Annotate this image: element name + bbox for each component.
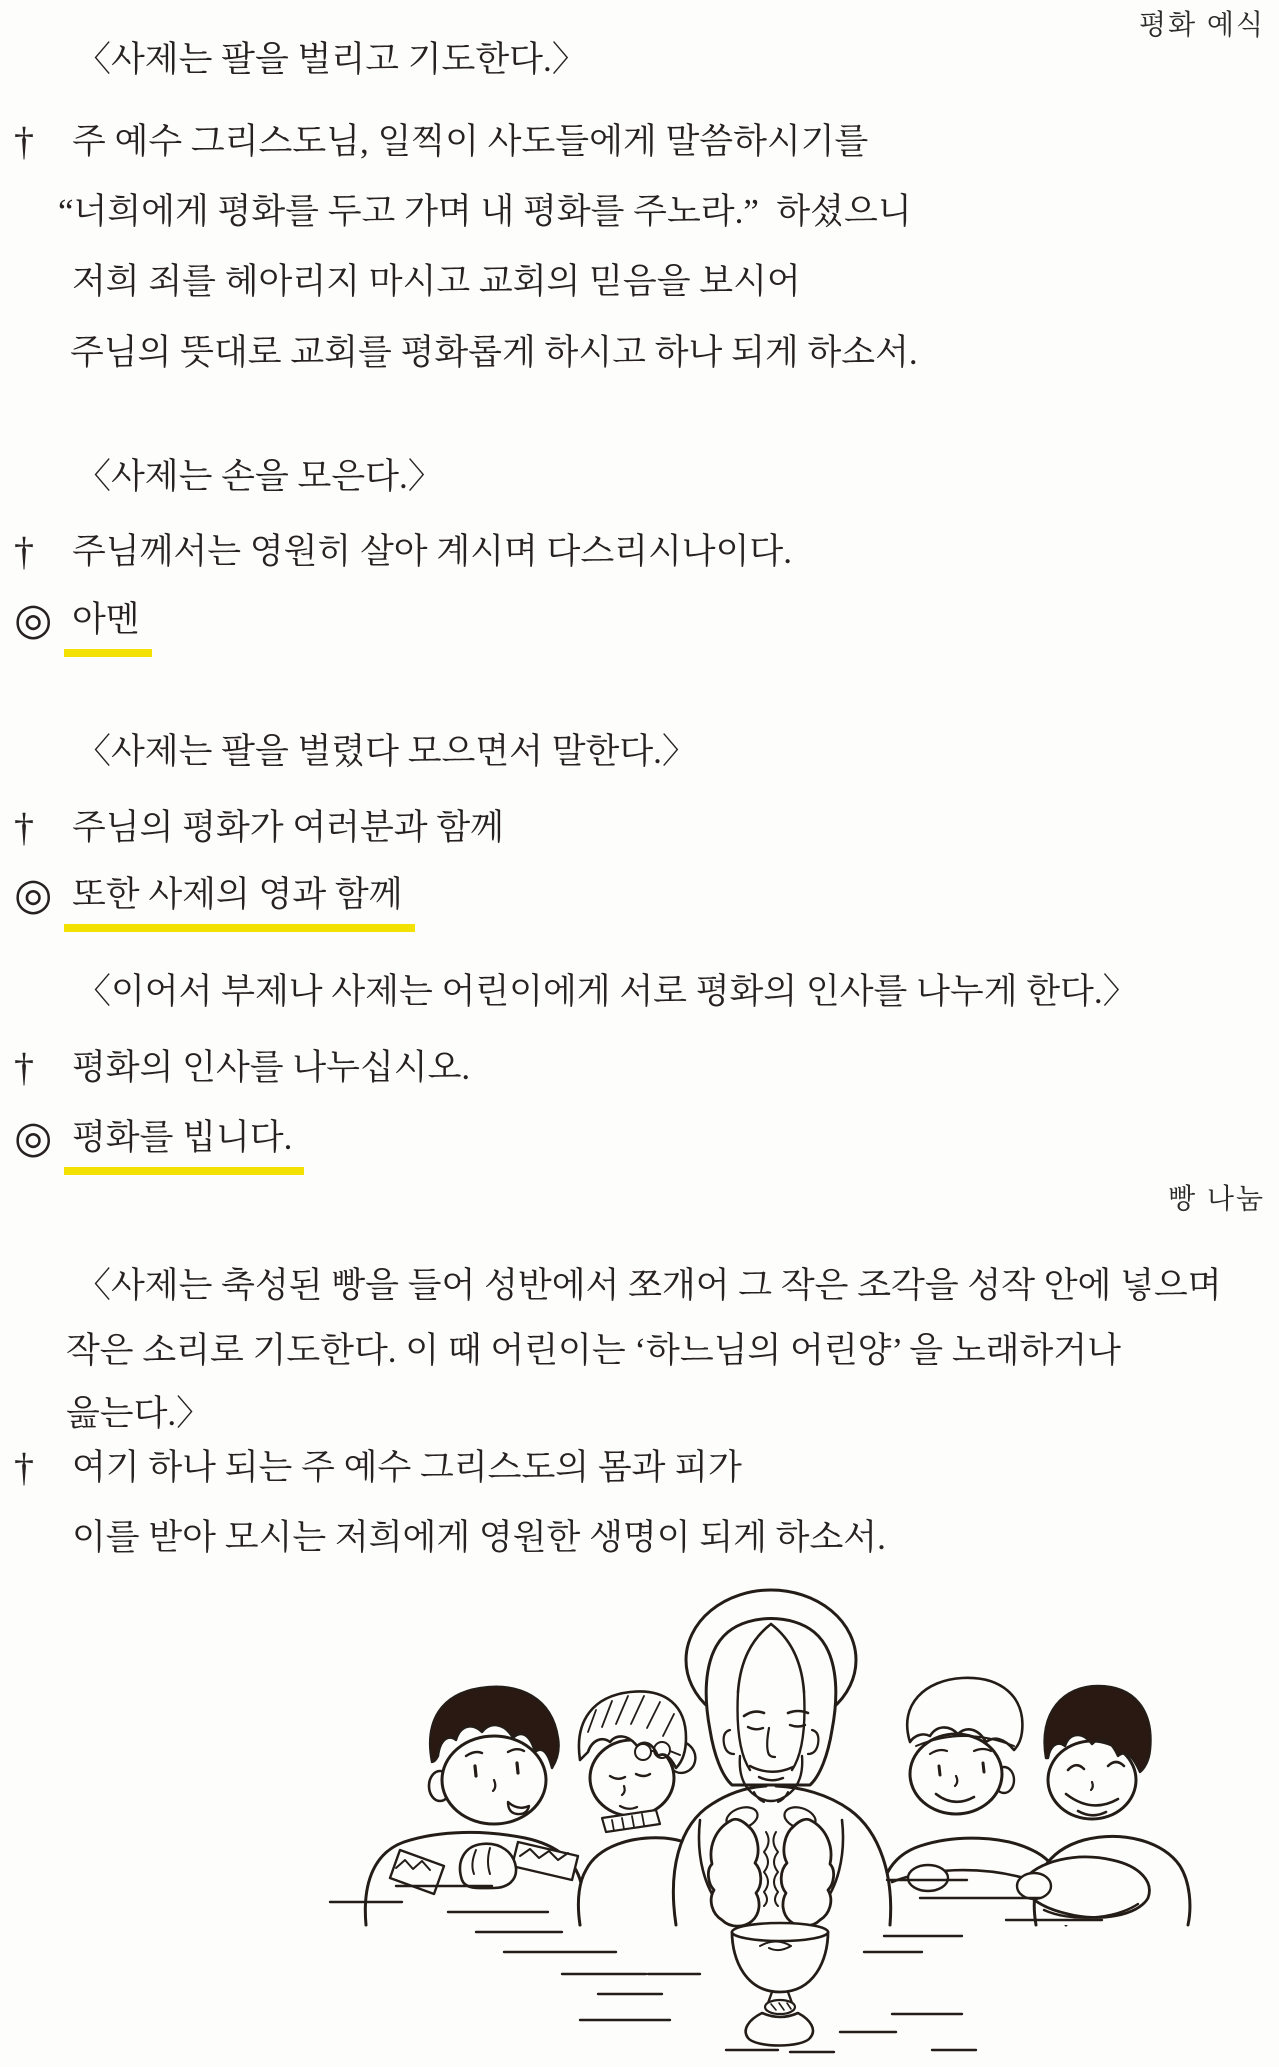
- priest-line-text: 주님의 뜻대로 교회를 평화롭게 하시고 하나 되게 하소서.: [70, 333, 918, 372]
- response-circle-marker: ◎: [14, 595, 53, 644]
- rubric-break-bread: 〈사제는 축성된 빵을 들어 성반에서 쪼개어 그 작은 조각을 성작 안에 넣으며: [76, 1266, 1222, 1305]
- priest-cross-marker: †: [14, 119, 34, 164]
- priest-line-text: 저희 죄를 헤아리지 마시고 교회의 믿음을 보시어: [72, 262, 801, 301]
- jesus-figure: [673, 1590, 890, 1928]
- chalice-icon: [732, 1923, 828, 2046]
- rubric-break-bread: 작은 소리로 기도한다. 이 때 어린이는 ‘하느님의 어린양’ 을 노래하거나: [66, 1331, 1121, 1370]
- response-line-amen: [14, 596, 152, 657]
- head-hair: [706, 1619, 836, 1786]
- response-text-highlighted: 또한 사제의 영과 함께: [64, 871, 415, 932]
- priest-line-text: “너희에게 평화를 두고 가며 내 평화를 주노라.” 하셨으니: [58, 192, 912, 231]
- priest-line-exchange-peace: [14, 1044, 470, 1092]
- section-heading-breaking-bread: 빵 나눔: [1168, 1183, 1265, 1214]
- response-line-with-your-spirit: [14, 871, 415, 932]
- response-text-highlighted: 평화를 빕니다.: [64, 1114, 304, 1175]
- priest-line-peace-prayer: [14, 118, 868, 166]
- rubric-open-arms-pray: 〈사제는 팔을 벌리고 기도한다.〉: [76, 40, 587, 79]
- response-circle-marker: ◎: [14, 1113, 53, 1162]
- response-line-peace-wish: [14, 1114, 304, 1175]
- section-heading-peace-rite: 평화 예식: [1139, 9, 1265, 40]
- rubric-share-peace: 〈이어서 부제나 사제는 어린이에게 서로 평화의 인사를 나누게 한다.〉: [76, 972, 1138, 1011]
- priest-cross-marker: †: [14, 805, 34, 850]
- child-figure-left: [365, 1687, 583, 1925]
- last-supper-illustration: [280, 1580, 1279, 2067]
- priest-line-text: 주님께서는 영원히 살아 계시며 다스리시나이다.: [72, 532, 792, 571]
- priest-line-text: 주 예수 그리스도님, 일찍이 사도들에게 말씀하시기를: [72, 122, 869, 161]
- priest-cross-marker: †: [14, 1445, 34, 1490]
- priest-cross-marker: †: [14, 1045, 34, 1090]
- rubric-open-close-arms: 〈사제는 팔을 벌렸다 모으면서 말한다.〉: [76, 732, 697, 771]
- bread-half-left: [708, 1819, 760, 1926]
- bread-half-right: [781, 1819, 833, 1926]
- priest-cross-marker: †: [14, 529, 34, 574]
- priest-line-text: 여기 하나 되는 주 예수 그리스도의 몸과 피가: [72, 1448, 742, 1487]
- priest-line-peace-greeting: [14, 804, 504, 852]
- child-figure-right: [1017, 1686, 1190, 1925]
- priest-line-text: 평화의 인사를 나누십시오.: [72, 1048, 471, 1087]
- rubric-join-hands: 〈사제는 손을 모은다.〉: [76, 457, 443, 496]
- response-circle-marker: ◎: [14, 870, 53, 919]
- rubric-break-bread: 읊는다.〉: [66, 1394, 212, 1433]
- response-text-highlighted: 아멘: [64, 596, 152, 657]
- priest-line-commingling: [14, 1444, 742, 1492]
- priest-line-text: 주님의 평화가 여러분과 함께: [72, 808, 504, 847]
- priest-line-text: 이를 받아 모시는 저희에게 영원한 생명이 되게 하소서.: [72, 1518, 886, 1557]
- priest-line-doxology: [14, 528, 792, 576]
